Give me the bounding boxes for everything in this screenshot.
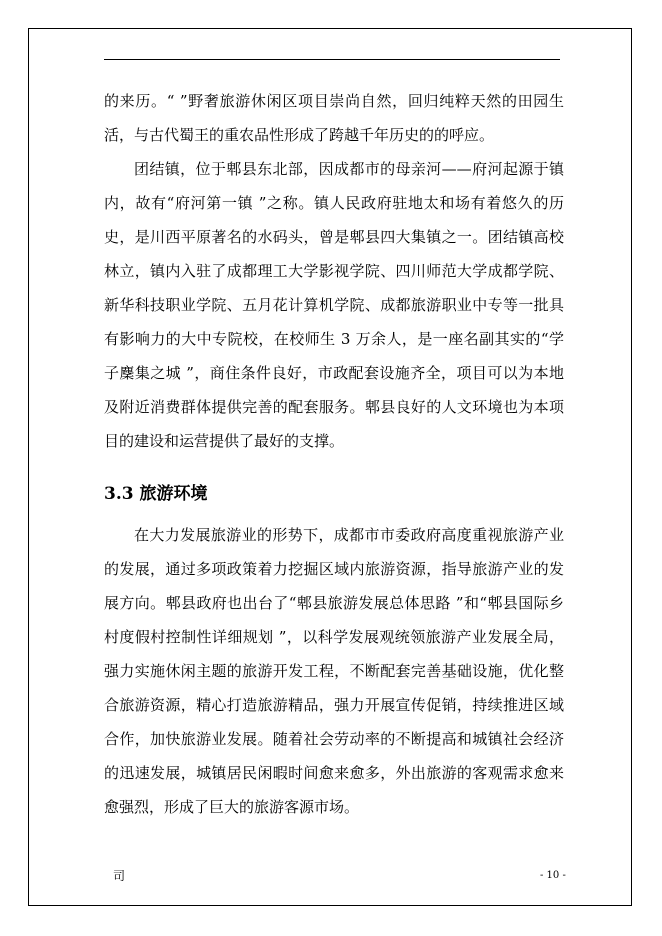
footer-left-text: 司 — [113, 869, 126, 883]
body-bottom — [104, 518, 564, 824]
page-number: - 10 - — [540, 870, 566, 881]
section-heading: 3.3 旅游环境 — [104, 484, 208, 504]
paragraph-history: 的来历。“ ”野奢旅游休闲区项目崇尚自然，回归纯粹天然的田园生活，与古代蜀王的重农品性形成了跨越千年历史的的呼应。 — [104, 92, 564, 144]
body-top — [104, 84, 564, 458]
paragraph-tourism-environment: 在大力发展旅游业的形势下，成都市市委政府高度重视旅游产业的发展，通过多项政策着力挖掘区域内旅游资源，指导旅游产业的发展方向。郫县政府也出台了“郫县旅游发展总体思路 ”和“郫县国际乡村度假村控制性详细规划 ”，以科学发展观统领旅游产业发展全局，强力实施休闲主题的旅游开发工程，不断配套完善基础设施，优化整合旅游资源，精心打造旅游精品，强力开展宣传促销，持续推进区域合作，加快旅游业发展。随着社会劳动率的不断提高和城镇社会经济的迅速发展，城镇居民闲暇时间愈来愈多，外出旅游的客观需求愈来愈强烈，形成了巨大的旅游客源市场。 — [104, 526, 564, 816]
header-rule — [104, 59, 560, 60]
paragraph-tuanjie-town: 团结镇，位于郫县东北部，因成都市的母亲河——府河起源于镇内，故有“府河第一镇 ”之称。镇人民政府驻地太和场有着悠久的历史，是川西平原著名的水码头，曾是郫县四大集镇之一。团结镇高校林立，镇内入驻了成都理工大学影视学院、四川师范大学成都学院、新华科技职业学院、五月花计算机学院、成都旅游职业中专等一批具有影响力的大中专院校，在校师生 3 万余人，是一座名副其实的“学子麇集之城 ”，商住条件良好，市政配套设施齐全，项目可以为本地及附近消费群体提供完善的配套服务。郫县良好的人文环境也为本项目的建设和运营提供了最好的支撑。 — [104, 160, 564, 450]
